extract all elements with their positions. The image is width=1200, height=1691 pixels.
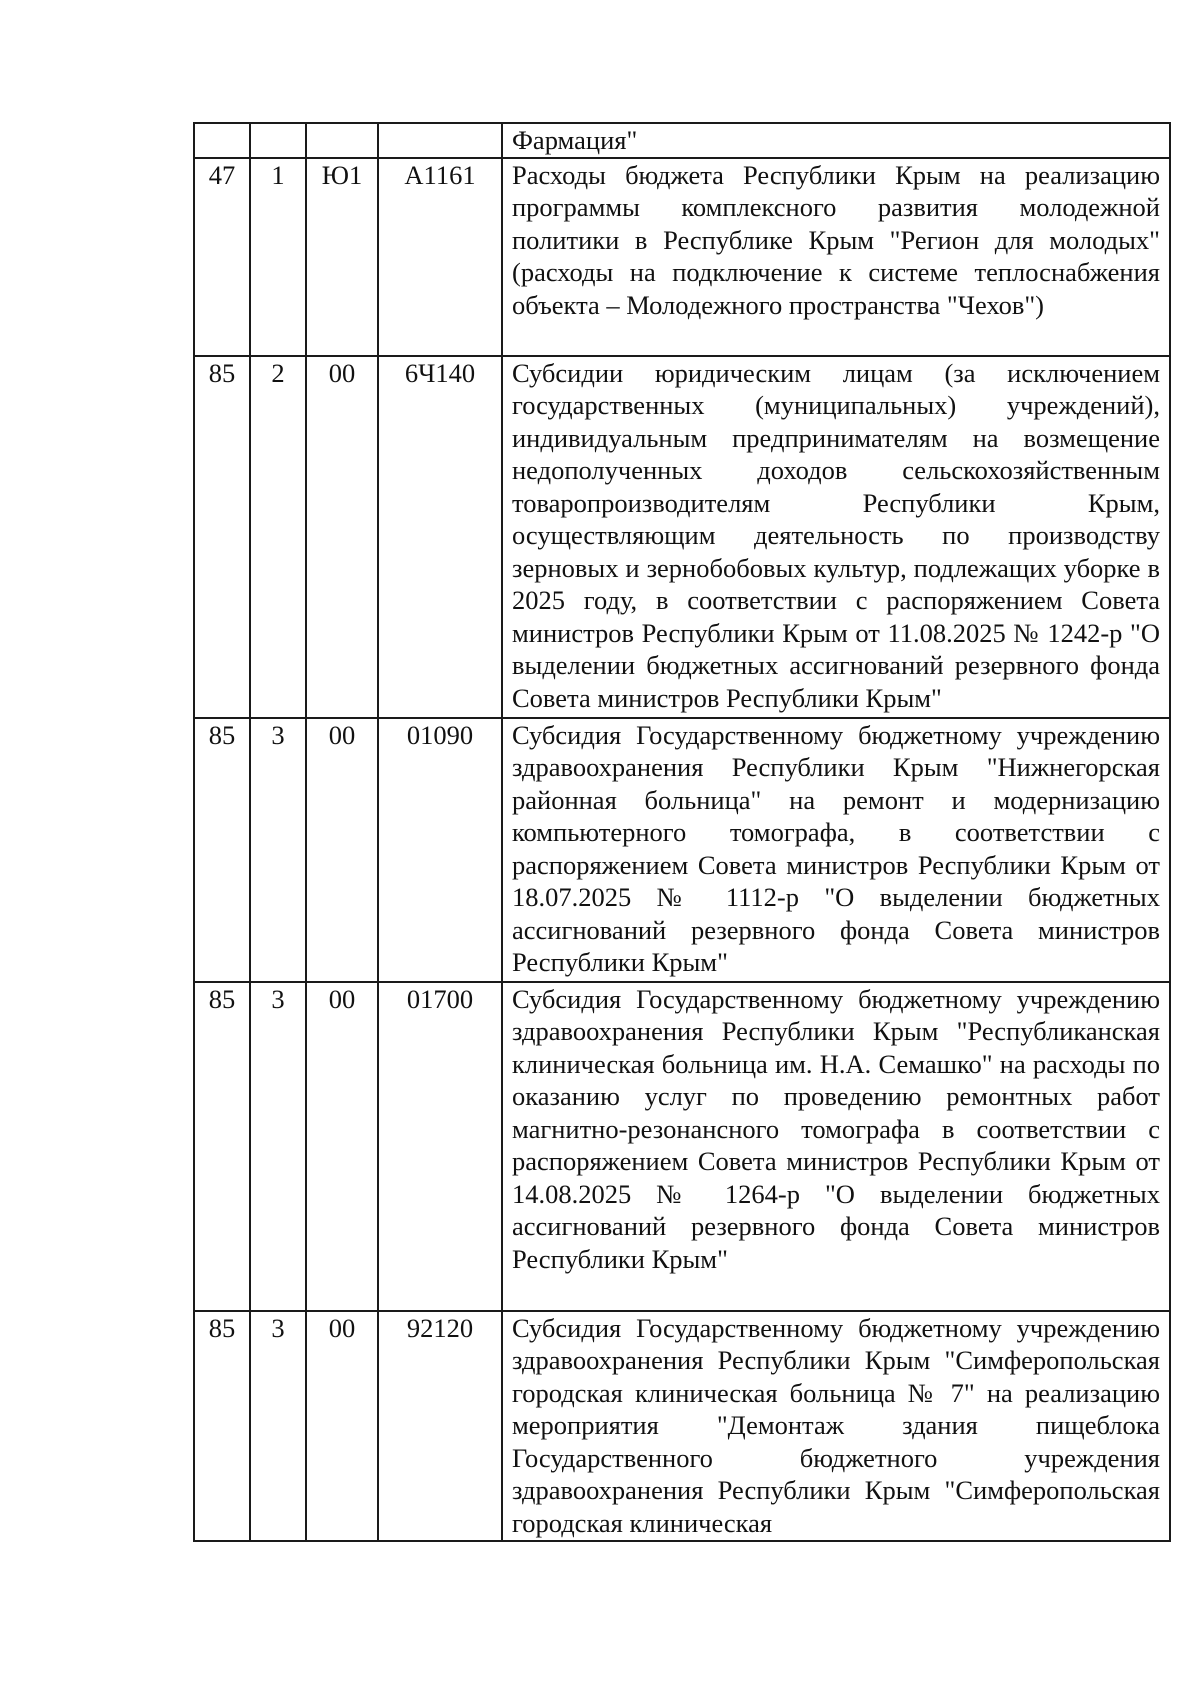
code-col4-cell: 6Ч140 bbox=[378, 356, 502, 718]
code-col1-cell: 85 bbox=[194, 356, 250, 718]
code-col4-cell: А1161 bbox=[378, 158, 502, 356]
code-col4-cell bbox=[378, 123, 502, 158]
code-col2-cell: 2 bbox=[250, 356, 306, 718]
code-col1-cell: 47 bbox=[194, 158, 250, 356]
code-col1-cell bbox=[194, 123, 250, 158]
table-row bbox=[194, 1311, 1170, 1541]
code-col3-cell: 00 bbox=[306, 1311, 378, 1541]
description-cell: Фармация" bbox=[502, 123, 1170, 158]
description-cell: Субсидии юридическим лицам (за исключением государственных (муниципальных) учреждений), индивидуальным предпринимателям на возмещение недополученных доходов сельскохозяйственным товаропроизводителям Республики Крым, осуществляющим деятельность по производству зерновых и зернобобовых культур, подлежащих уборке в 2025 году, в соответствии с распоряжением Совета министров Республики Крым от 11.08.2025 № 1242-р "О выделении бюджетных ассигнований резервного фонда Совета министров Республики Крым" bbox=[502, 356, 1170, 718]
description-cell: Субсидия Государственному бюджетному учреждению здравоохранения Республики Крым "Нижнегорская районная больница" на ремонт и модернизацию компьютерного томографа, в соответствии с распоряжением Совета министров Республики Крым от 18.07.2025 № 1112-р "О выделении бюджетных ассигнований резервного фонда Совета министров Республики Крым" bbox=[502, 718, 1170, 982]
code-col2-cell: 3 bbox=[250, 718, 306, 982]
table-row bbox=[194, 123, 1170, 158]
table-row bbox=[194, 718, 1170, 982]
table-row bbox=[194, 158, 1170, 356]
code-col3-cell: 00 bbox=[306, 982, 378, 1311]
code-col1-cell: 85 bbox=[194, 718, 250, 982]
table-row bbox=[194, 356, 1170, 718]
code-col4-cell: 92120 bbox=[378, 1311, 502, 1541]
code-col2-cell: 1 bbox=[250, 158, 306, 356]
description-cell: Субсидия Государственному бюджетному учреждению здравоохранения Республики Крым "Симферопольская городская клиническая больница № 7" на реализацию мероприятия "Демонтаж здания пищеблока Государственного бюджетного учреждения здравоохранения Республики Крым "Симферопольская городская клиническая bbox=[502, 1311, 1170, 1541]
code-col3-cell: Ю1 bbox=[306, 158, 378, 356]
code-col4-cell: 01090 bbox=[378, 718, 502, 982]
budget-table bbox=[193, 122, 1171, 1542]
code-col2-cell: 3 bbox=[250, 1311, 306, 1541]
code-col3-cell: 00 bbox=[306, 356, 378, 718]
code-col2-cell bbox=[250, 123, 306, 158]
code-col1-cell: 85 bbox=[194, 1311, 250, 1541]
table-row bbox=[194, 982, 1170, 1311]
description-cell: Субсидия Государственному бюджетному учреждению здравоохранения Республики Крым "Республиканская клиническая больница им. Н.А. Семашко" на расходы по оказанию услуг по проведению ремонтных работ магнитно-резонансного томографа в соответствии с распоряжением Совета министров Республики Крым от 14.08.2025 № 1264-р "О выделении бюджетных ассигнований резервного фонда Совета министров Республики Крым" bbox=[502, 982, 1170, 1311]
code-col4-cell: 01700 bbox=[378, 982, 502, 1311]
code-col3-cell: 00 bbox=[306, 718, 378, 982]
code-col2-cell: 3 bbox=[250, 982, 306, 1311]
code-col3-cell bbox=[306, 123, 378, 158]
code-col1-cell: 85 bbox=[194, 982, 250, 1311]
description-cell: Расходы бюджета Республики Крым на реализацию программы комплексного развития молодежной политики в Республике Крым "Регион для молодых" (расходы на подключение к системе теплоснабжения объекта – Молодежного пространства "Чехов") bbox=[502, 158, 1170, 356]
